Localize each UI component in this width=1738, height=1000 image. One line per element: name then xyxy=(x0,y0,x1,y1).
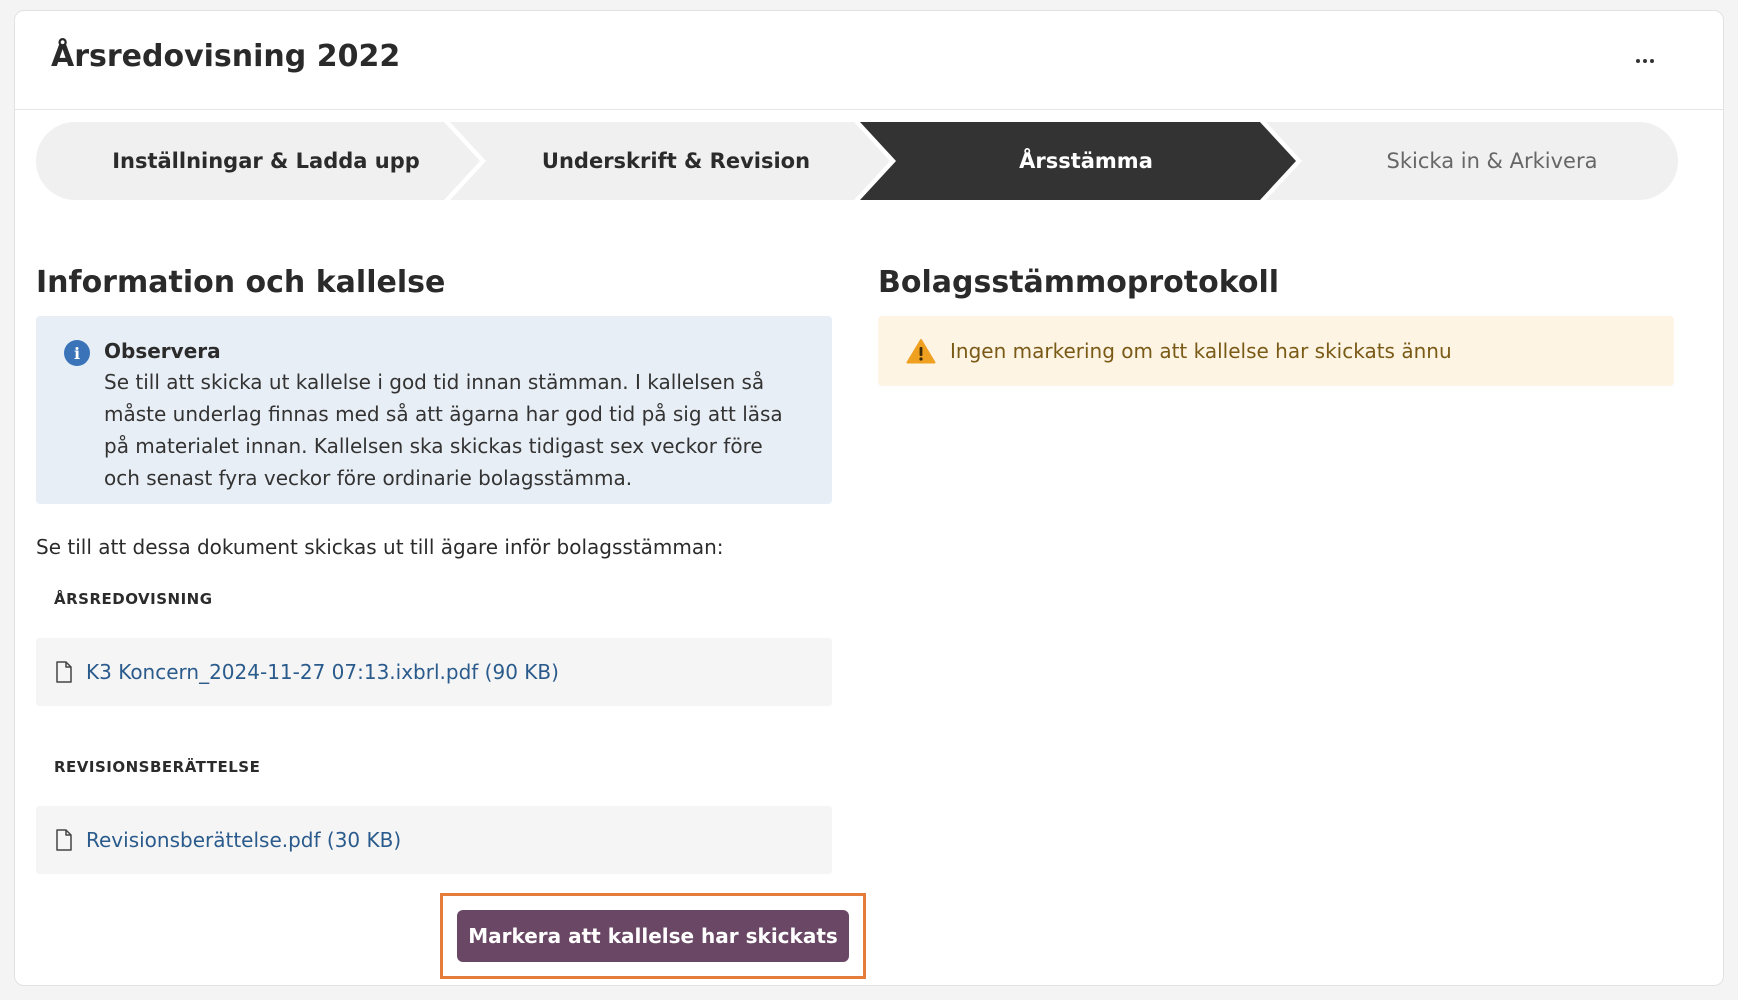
warning-notice xyxy=(878,316,1674,386)
step-submit-archive[interactable]: Skicka in & Arkivera xyxy=(1386,149,1598,173)
annual-report-group-label: ÅRSREDOVISNING xyxy=(54,590,213,608)
info-notice xyxy=(36,316,832,504)
step-signature-revision[interactable]: Underskrift & Revision xyxy=(541,149,811,173)
minutes-section xyxy=(878,262,1674,386)
annual-report-file-link[interactable]: K3 Koncern_2024-11-27 07:13.ixbrl.pdf (90 KB) xyxy=(86,660,559,684)
information-title: Information och kallelse xyxy=(36,265,446,300)
audit-report-file-link[interactable]: Revisionsberättelse.pdf (30 KB) xyxy=(86,828,402,852)
step-annual-meeting[interactable]: Årsstämma xyxy=(1019,149,1153,173)
file-icon xyxy=(54,661,74,683)
annual-report-file-row xyxy=(36,638,832,706)
highlight-frame xyxy=(440,893,866,979)
info-icon: i xyxy=(64,340,90,366)
info-notice-title: Observera xyxy=(104,339,221,363)
audit-report-group-label: REVISIONSBERÄTTELSE xyxy=(54,758,261,776)
card-header xyxy=(15,11,1723,110)
info-notice-text: Se till att skicka ut kallelse i god tid innan stämman. I kallelsen så måste underlag finnas med så att ägarna har god tid på sig att läsa på materialet innan. Kallelsen ska skickas tidigast sex veckor före och senast fyra veckor före ordinarie bolagsstämma. xyxy=(104,370,783,490)
more-options-icon[interactable] xyxy=(1633,51,1657,71)
warning-icon xyxy=(906,338,936,364)
progress-stepper xyxy=(36,122,1678,200)
page-title: Årsredovisning 2022 xyxy=(51,39,401,74)
file-icon xyxy=(54,829,74,851)
warning-text: Ingen markering om att kallelse har skickats ännu xyxy=(950,339,1452,363)
mark-notice-sent-button[interactable]: Markera att kallelse har skickats xyxy=(457,910,849,962)
audit-report-file-row xyxy=(36,806,832,874)
step-settings-upload[interactable]: Inställningar & Ladda upp xyxy=(112,149,420,173)
information-section xyxy=(36,262,832,874)
documents-instruction: Se till att dessa dokument skickas ut till ägare inför bolagsstämman: xyxy=(36,535,724,559)
minutes-title: Bolagsstämmoprotokoll xyxy=(878,265,1280,300)
